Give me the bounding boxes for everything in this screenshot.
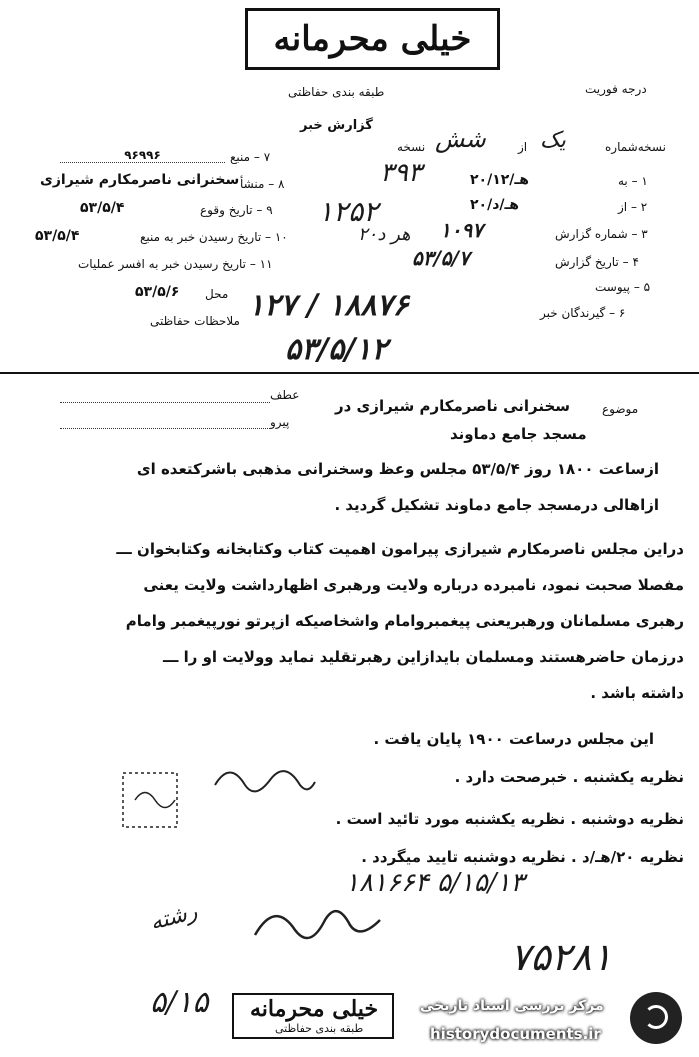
reference-label: عطف — [270, 388, 300, 402]
field-origin-value: سخنرانی ناصرمکارم شیرازی — [40, 172, 240, 188]
body-line: ازساعت ۱۸۰۰ روز ۵۳/۵/۴ مجلس وعظ وسخنرانی مذهبی باشرکتعده ای — [136, 460, 659, 478]
field-source-receive-label: ۱۰ – تاریخ رسیدن خبر به منبع — [140, 230, 288, 244]
opinion-line: نظریه ۲۰/هـ/د . نظریه دوشنبه تایید میگردد . — [361, 848, 684, 866]
opinion-line: نظریه دوشنبه . نظریه یکشنبه مورد تائید است . — [335, 810, 684, 828]
urgency-label: درجه فوریت — [585, 82, 647, 96]
hand-date: ۲۰هر د — [358, 224, 411, 245]
hand-reference-number: ۱۲۷ / ۱۸۸۷۶ — [248, 288, 409, 323]
copy-from-label: از — [518, 140, 528, 154]
body-line: ازاهالی درمسجد جامع دماوند تشکیل گردید . — [334, 496, 659, 514]
field-officer-receive-label: ۱۱ – تاریخ رسیدن خبر به افسر عملیات — [78, 257, 273, 271]
hand-bottom-left-date: ۵/۱۵ — [150, 985, 209, 1020]
signature-icon — [250, 895, 390, 955]
field-report-date-label: ۴ – تاریخ گزارش — [555, 255, 639, 269]
follow-up-label: پیرو — [270, 415, 290, 429]
opinion-line: نظریه یکشنبه . خبرصحت دارد . — [454, 768, 684, 786]
hand-number-b: ۱۲۵۲ — [318, 195, 379, 228]
classification-stamp: خیلی محرمانه — [245, 8, 500, 70]
field-place-value: ۵۳/۵/۶ — [135, 284, 180, 300]
field-to-value: ۲۰/هـ/۱۲ — [470, 172, 529, 188]
copy-number-label: نسخه‌شماره — [605, 140, 666, 154]
field-security-notes-label: ملاحظات حفاظتی — [150, 314, 240, 328]
hand-date-large: ۵۳/۵/۱۲ — [285, 332, 388, 367]
hand-bottom-number: ۷۵۲۸۱ — [510, 935, 613, 979]
body-line: مفصلا صحبت نمود، نامبرده درباره ولایت ورهبری اظهارداشت ولایت یعنی — [143, 576, 684, 594]
watermark-url: historydocuments.ir — [430, 1025, 601, 1043]
field-occurrence-date-value: ۵۳/۵/۴ — [80, 200, 125, 216]
hand-bottom-code: ۱۸۱۶۶۴ ۵/۱۵/۱۳ — [345, 868, 525, 898]
subject-text-2: مسجد جامع دماوند — [450, 425, 587, 443]
field-source-value: ۹۶۹۹۶ — [60, 148, 225, 163]
field-source-receive-value: ۵۳/۵/۴ — [35, 228, 80, 244]
field-from-value: ۲۰/هـ/د — [470, 197, 519, 213]
hand-number-a: ۳۹۳ — [380, 158, 422, 188]
body-line: درزمان حاضرهستند ومسلمان بایدازاین رهبرتقلید نماید وولایت او را ـــ — [162, 648, 684, 666]
field-report-number-label: ۳ – شماره گزارش — [555, 227, 648, 241]
field-occurrence-date-label: ۹ – تاریخ وقوع — [200, 203, 273, 217]
field-report-date-value: ۵۳/۵/۷ — [412, 246, 470, 270]
follow-up-line — [60, 428, 270, 429]
field-origin-label: ۸ – منشأ — [240, 177, 285, 191]
field-from-label: ۲ – از — [618, 200, 648, 214]
bottom-stamp-label: طبقه بندی حفاظتی — [275, 1022, 364, 1035]
field-report-number-value: ۱۰۹۷ — [440, 218, 483, 242]
classification-label: طبقه بندی حفاظتی — [288, 85, 385, 99]
body-line: رهبری مسلمانان ورهبریعنی پیغمبروامام واشخاصیکه ازپرتو نورپیغمبر وامام — [125, 612, 684, 630]
body-line: این مجلس درساعت ۱۹۰۰ پایان یافت . — [373, 730, 654, 748]
subject-label: موضوع — [602, 402, 639, 416]
field-recipients-label: ۶ – گیرندگان خبر — [540, 306, 626, 320]
bottom-stamp-text: خیلی محرمانه — [250, 996, 379, 1022]
field-attachment-label: ۵ – پیوست — [595, 280, 651, 294]
subject-text-1: سخنرانی ناصرمکارم شیرازی در — [335, 397, 571, 415]
hand-margin-note: رشته — [147, 899, 200, 936]
copy-suffix-label: نسخه — [397, 140, 426, 154]
reference-line — [60, 402, 270, 403]
watermark-logo-mark-icon — [644, 1005, 668, 1029]
margin-mark-icon — [120, 770, 180, 830]
section-divider — [0, 372, 699, 374]
body-line: داشته باشد . — [590, 684, 684, 702]
handwritten-scribble-icon — [210, 760, 320, 800]
body-line: دراین مجلس ناصرمکارم شیرازی پیرامون اهمیت کتاب وکتابخانه وکتابخوان ـــ — [116, 540, 684, 558]
field-place-label: محل — [205, 287, 229, 301]
copy-hand-number: یک — [540, 128, 566, 153]
field-to-label: ۱ – به — [618, 174, 648, 188]
field-source-label: ۷ – منبع — [230, 150, 271, 164]
report-type-title: گزارش خبر — [300, 118, 373, 133]
copy-hand-total: شش — [435, 125, 486, 153]
watermark-name: مرکز بررسی اسناد تاریخی — [420, 998, 604, 1014]
